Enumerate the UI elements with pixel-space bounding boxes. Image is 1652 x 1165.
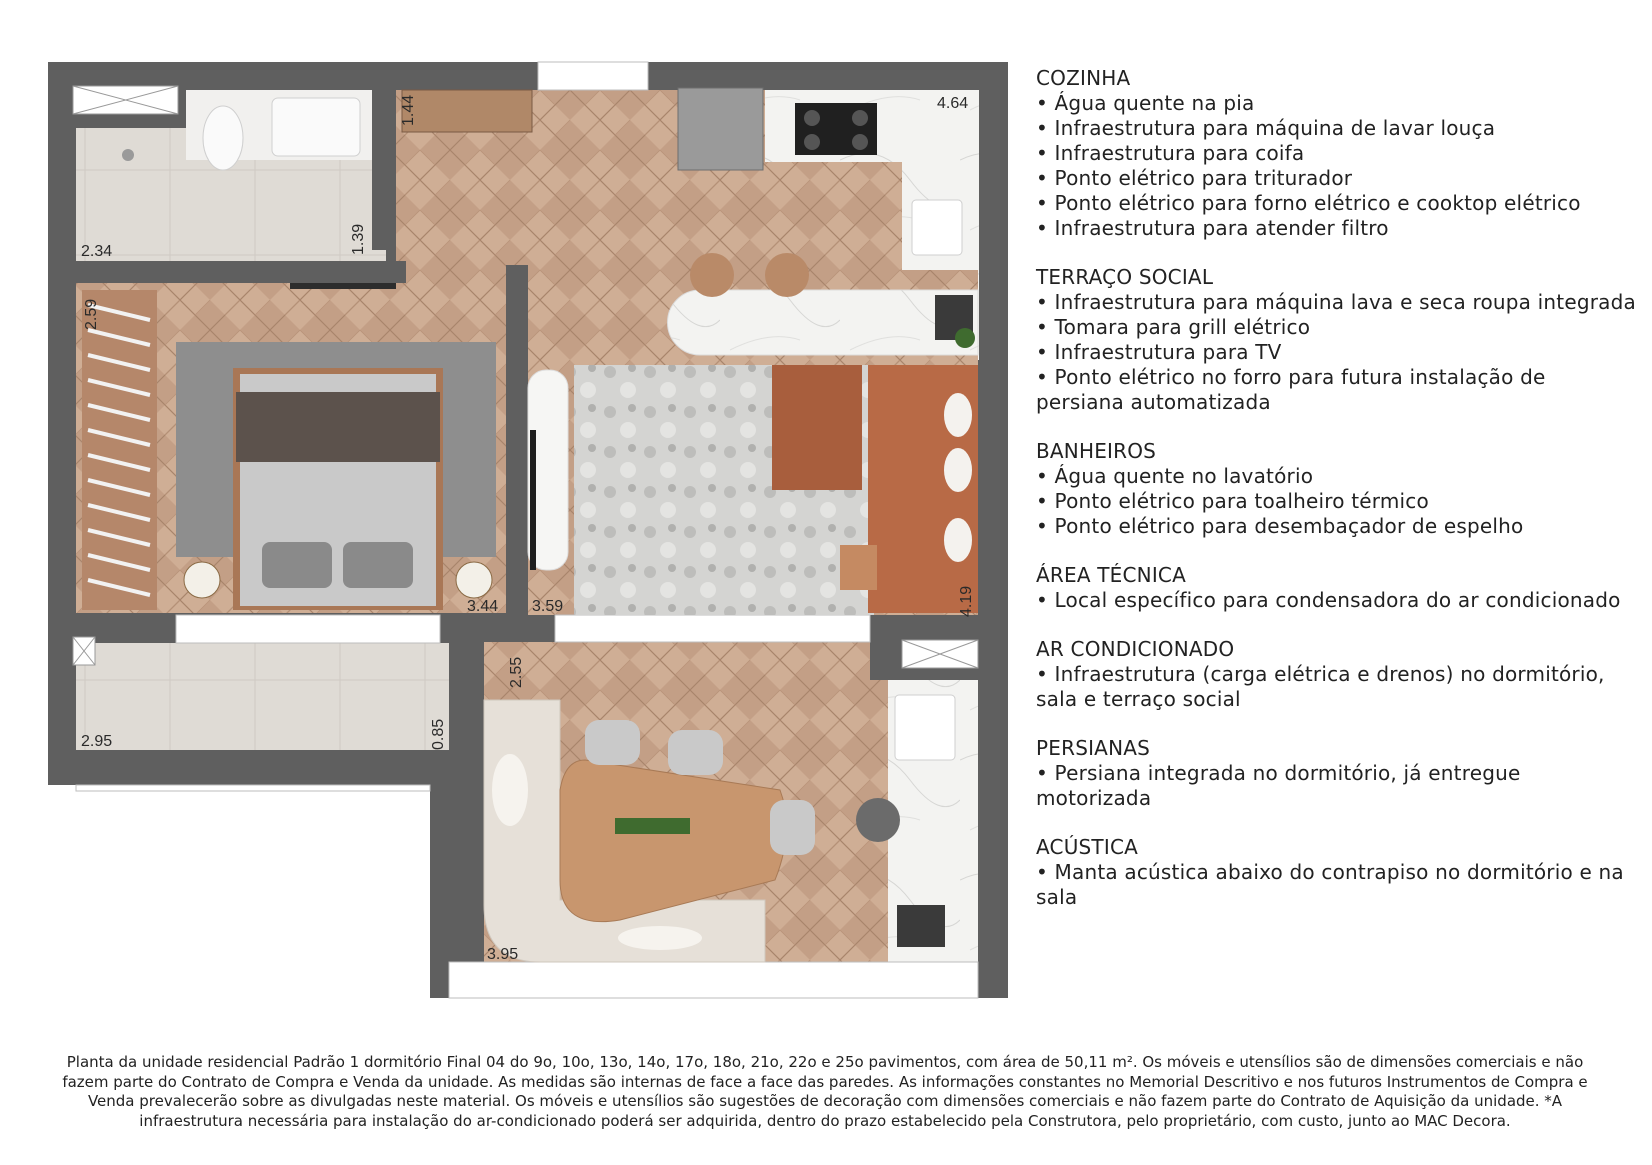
chair-icon <box>668 730 723 775</box>
wine-rack-icon <box>402 90 532 132</box>
legend-section-title: ÁREA TÉCNICA <box>1036 563 1186 587</box>
island-sink-icon <box>912 200 962 255</box>
shower-drain-icon <box>122 149 134 161</box>
legend-item: • Infraestrutura (carga elétrica e drenos) no dormitório, sala e terraço social <box>1036 662 1605 711</box>
disclaimer-footnote: Planta da unidade residencial Padrão 1 dormitório Final 04 do 9o, 10o, 13o, 14o, 17o, 18o, 21o, 22o e 25o pavimentos, com área de 50,11 m². Os móveis e utensílios são de dimensões comerciais e não fazem parte do Contrato de Compra e Venda da unidade. As medidas são internas de face a face das paredes. As informações constantes no Memorial Descritivo e nos futuros Instrumentos de Compra e Venda prevalecerão sobre as divulgadas neste material. Os móveis e utensílios são sugestões de decoração com dimensões comerciais e não fazem parte do Contrato de Aquisição da unidade. *A infraestrutura necessária para instalação do ar-condicionado poderá ser adquirida, dentro do prazo estabelecido pela Construtora, pelo proprietário, com custo, junto ao MAC Decora. <box>62 1053 1588 1130</box>
legend-item: • Ponto elétrico para triturador <box>1036 166 1353 190</box>
legend-item: • Água quente no lavatório <box>1036 464 1314 488</box>
cushion-icon <box>944 518 972 562</box>
ottoman-icon <box>840 545 877 590</box>
legend-section-title: TERRAÇO SOCIAL <box>1036 265 1214 289</box>
cushion-icon <box>944 393 972 437</box>
sink-icon <box>272 98 360 156</box>
bathroom-height-label: 1.39 <box>350 223 367 255</box>
terrace-height-label: 2.55 <box>508 656 525 688</box>
legend-item: • Ponto elétrico para toalheiro térmico <box>1036 489 1429 513</box>
chair-icon <box>585 720 640 765</box>
bed-blanket <box>236 392 440 462</box>
cushion-icon <box>944 448 972 492</box>
living-furniture <box>528 365 978 615</box>
breakfast-counter <box>668 290 979 355</box>
chair-icon <box>770 800 815 855</box>
pillow-icon <box>343 542 413 588</box>
legend-section-title: PERSIANAS <box>1036 736 1151 760</box>
legend-item: • Água quente na pia <box>1036 91 1255 115</box>
features-legend <box>1036 66 1636 934</box>
legend-section-kitchen <box>1036 66 1636 241</box>
legend-section-acoustics <box>1036 835 1636 910</box>
legend-section-bathrooms <box>1036 439 1636 539</box>
legend-section-blinds <box>1036 736 1636 811</box>
legend-item: • Manta acústica abaixo do contrapiso no dormitório e na sala <box>1036 860 1624 909</box>
bathroom-width-label: 2.34 <box>81 243 113 260</box>
fridge-icon <box>678 88 763 170</box>
legend-section-title: AR CONDICIONADO <box>1036 637 1235 661</box>
balcony-floor <box>76 643 449 750</box>
service-sink-icon <box>895 695 955 760</box>
nightstand-lamp-icon <box>184 562 220 598</box>
legend-item: • Persiana integrada no dormitório, já entregue motorizada <box>1036 761 1521 810</box>
kitchen-height-label: 1.44 <box>400 94 417 126</box>
stool-icon <box>690 253 734 297</box>
terrace-width-label: 3.95 <box>487 946 519 963</box>
tv-wall-icon <box>290 283 396 289</box>
legend-item: • Infraestrutura para máquina lava e seca roupa integrada <box>1036 290 1636 314</box>
cushion-icon <box>618 926 702 950</box>
toilet-icon <box>203 106 243 170</box>
legend-item: • Infraestrutura para máquina de lavar louça <box>1036 116 1496 140</box>
living-height-label: 4.19 <box>958 585 975 617</box>
sofa-chaise <box>772 365 862 490</box>
balcony-height-label: 0.85 <box>430 718 447 750</box>
kitchen-width-label: 4.64 <box>937 95 969 112</box>
legend-section-social-terrace <box>1036 265 1636 415</box>
legend-section-technical-area <box>1036 563 1636 613</box>
balcony-width-label: 2.95 <box>81 733 113 750</box>
stool-icon <box>765 253 809 297</box>
washer-dryer-icon <box>856 798 900 842</box>
cushion-icon <box>492 754 528 826</box>
centerpiece-plant-icon <box>615 818 690 834</box>
legend-item: • Ponto elétrico para forno elétrico e cooktop elétrico <box>1036 191 1581 215</box>
legend-item: • Tomara para grill elétrico <box>1036 315 1311 339</box>
legend-item: • Ponto elétrico no forro para futura instalação de persiana automatizada <box>1036 365 1546 414</box>
legend-item: • Local específico para condensadora do ar condicionado <box>1036 588 1621 612</box>
legend-section-air-conditioning <box>1036 637 1636 712</box>
legend-item: • Infraestrutura para coifa <box>1036 141 1305 165</box>
plant-icon <box>955 328 975 348</box>
legend-section-title: BANHEIROS <box>1036 439 1157 463</box>
tv-icon <box>530 430 536 570</box>
legend-item: • Infraestrutura para atender filtro <box>1036 216 1389 240</box>
nightstand-lamp-icon <box>456 562 492 598</box>
pillow-icon <box>262 542 332 588</box>
grill-icon <box>897 905 945 947</box>
living-width-label: 3.59 <box>532 598 564 615</box>
legend-item: • Infraestrutura para TV <box>1036 340 1282 364</box>
legend-item: • Ponto elétrico para desembaçador de espelho <box>1036 514 1524 538</box>
legend-section-title: COZINHA <box>1036 66 1131 90</box>
bedroom-width-label: 3.44 <box>467 598 499 615</box>
legend-section-title: ACÚSTICA <box>1036 835 1138 859</box>
bedroom-height-label: 2.59 <box>83 298 100 330</box>
